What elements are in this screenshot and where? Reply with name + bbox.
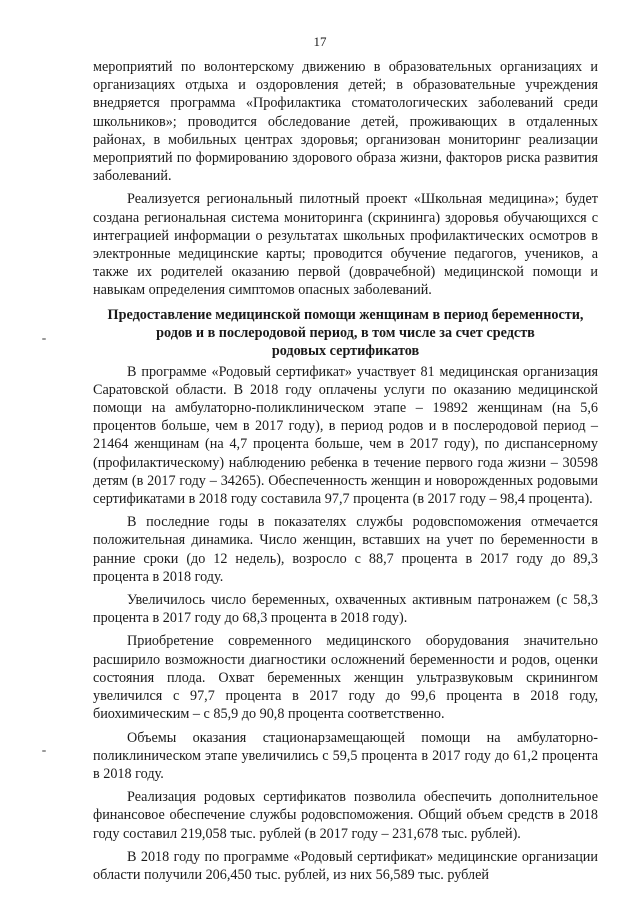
paragraph: Реализация родовых сертификатов позволила обеспечить дополнительное финансовое обеспечение службы родовспоможения. Общий объем средств в 2018 году составил 219,058 тыс. рублей (в 2017 году – 231,678 тыс. рублей).: [93, 789, 598, 842]
scan-mark: [42, 338, 46, 340]
paragraph: Объемы оказания стационарзамещающей помощи на амбулаторно-поликлиническом этапе увеличились с 59,5 процента в 2017 году до 61,2 процента в 2018 году.: [93, 729, 598, 782]
paragraph: Приобретение современного медицинского оборудования значительно расширило возможности диагностики осложнений беременности и родов, оценки состояния плода. Охват беременных женщин ультразвуковым скринингом увеличился с 97,7 процента в 2017 году до 99,6 процента в 2018 году, биохимическим – с 85,9 до 90,8 процента соответственно.: [93, 633, 598, 723]
paragraph: Реализуется региональный пилотный проект «Школьная медицина»; будет создана региональная система мониторинга (скрининга) здоровья обучающихся с интеграцией информации о результатах школьных профилактических осмотров в электронные медицинские карты; проводится обучение педагогов, учеников, а также их родителей оказанию первой (доврачебной) медицинской помощи и навыкам определения симптомов опасных заболеваний.: [93, 191, 598, 299]
paragraph: мероприятий по волонтерскому движению в образовательных организациях и организациях отдыха и оздоровления детей; в образовательные учреждения внедряется программа «Профилактика стоматологических заболеваний среди школьников»; проводится обследование детей, проживающих в отдаленных районах, в мобильных центрах здоровья; организован мониторинг реализации мероприятий по формированию здорового образа жизни, факторов риска развития заболеваний.: [93, 59, 598, 185]
section-heading-line: Предоставление медицинской помощи женщинам в период беременности,: [107, 306, 584, 323]
paragraph: Увеличилось число беременных, охваченных активным патронажем (с 58,3 процента в 2017 году до 68,3 процента в 2018 году).: [93, 592, 598, 627]
document-body: [93, 58, 598, 889]
section-heading: [93, 306, 598, 360]
scan-mark: [42, 750, 46, 752]
page-number: 17: [313, 34, 327, 49]
section-heading-line: родов и в послеродовой период, в том числе за счет средств: [156, 324, 535, 341]
paragraph: В 2018 году по программе «Родовый сертификат» медицинские организации области получили 206,450 тыс. рублей, из них 56,589 тыс. рублей: [93, 848, 598, 883]
paragraph: В последние годы в показателях службы родовспоможения отмечается положительная динамика. Число женщин, вставших на учет по беременности в ранние сроки (до 12 недель), возросло с 88,7 процента в 2017 году до 89,3 процента в 2018 году.: [93, 514, 598, 585]
paragraph: В программе «Родовый сертификат» участвует 81 медицинская организация Саратовской области. В 2018 году оплачены услуги по оказанию медицинской помощи на амбулаторно-поликлиническом этапе – 19892 женщинам (на 5,6 процентов больше, чем в 2017 году), в период родов и в послеродовой период – 21464 женщинам (на 4,7 процента больше, чем в 2017 году), по диспансерному (профилактическому) наблюдению ребенка в течение первого года жизни – 30598 детям (в 2017 году – 34265). Обеспеченность женщин и новорожденных родовыми сертификатами в 2018 году составила 97,7 процента (в 2017 году – 98,4 процента).: [93, 363, 598, 508]
section-heading-line: родовых сертификатов: [271, 342, 420, 359]
